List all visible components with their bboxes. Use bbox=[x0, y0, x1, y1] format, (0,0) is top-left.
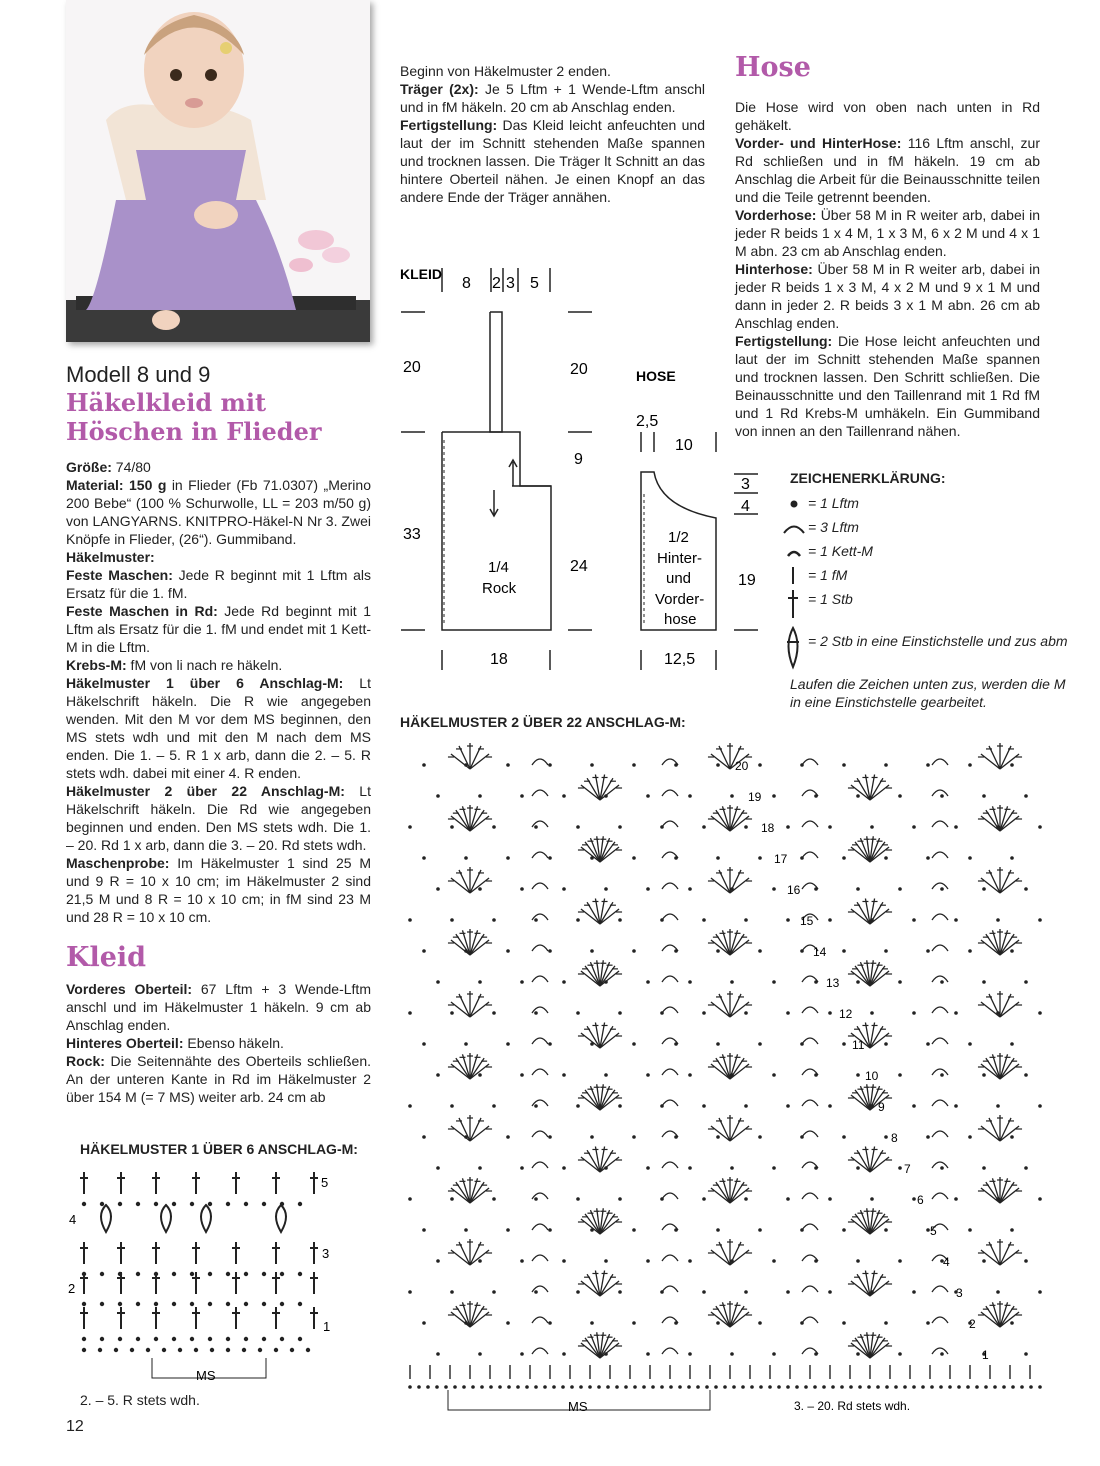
kleid-label: KLEID bbox=[400, 266, 442, 282]
legend-icons bbox=[780, 490, 810, 675]
paragraph bbox=[735, 332, 1040, 440]
paragraph bbox=[400, 80, 705, 116]
kleid-top-8: 8 bbox=[462, 275, 471, 292]
paragraph-text: 67 Lftm + 3 Wende-Lftm anschl und im Häkelmuster 1 häkeln. 9 cm ab Anschlag enden. bbox=[66, 981, 371, 1033]
paragraph-label: Hinterhose: bbox=[735, 261, 813, 277]
stb-icon bbox=[788, 590, 798, 618]
legend-text: = 3 Lftm bbox=[808, 519, 859, 535]
hose-top-10: 10 bbox=[675, 437, 693, 454]
legend-title: ZEICHENERKLÄRUNG: bbox=[790, 470, 946, 486]
paragraph-label: Häkelmuster 1 über 6 Anschlag-M: bbox=[66, 675, 344, 691]
paragraph-text: Je 5 Lftm + 1 Wende-Lftm anschl und in fM häkeln. 20 cm ab Anschlag enden. bbox=[400, 81, 706, 115]
m2-round-label: 15 bbox=[800, 914, 814, 928]
left-instructions bbox=[66, 458, 371, 926]
hose-inner-1: 1/2 bbox=[668, 529, 689, 546]
m2-round-label: 9 bbox=[878, 1100, 885, 1114]
m1-row-3: 3 bbox=[322, 1246, 330, 1261]
m2-round-label: 4 bbox=[943, 1255, 950, 1269]
m2-round-label: 1 bbox=[982, 1348, 989, 1362]
paragraph bbox=[66, 476, 371, 548]
paragraph bbox=[400, 62, 705, 80]
paragraph bbox=[735, 260, 1040, 332]
paragraph-label: Fertigstellung: bbox=[400, 117, 498, 133]
paragraph bbox=[66, 1052, 371, 1106]
kleid-left-20: 20 bbox=[403, 359, 421, 376]
m2-round-label: 12 bbox=[839, 1007, 853, 1021]
paragraph-text: Die Hose wird von oben nach unten in Rd gehäkelt. bbox=[735, 99, 1040, 133]
legend-note: Laufen die Zeichen unten zus, werden die M in eine Einstichstelle gearbeitet. bbox=[790, 676, 1066, 710]
paragraph bbox=[400, 116, 705, 206]
paragraph-text: Jede R beginnt mit 1 Lftm als Ersatz für die 1. fM. bbox=[66, 567, 371, 601]
title-line-1: Häkelkleid mit bbox=[66, 388, 267, 417]
legend-text: = 1 Lftm bbox=[808, 495, 859, 511]
m2-round-label: 7 bbox=[904, 1162, 911, 1176]
paragraph bbox=[66, 548, 371, 566]
muster2-diagram bbox=[400, 735, 1050, 1415]
kleid-heading: Kleid bbox=[66, 942, 147, 973]
kleid-right-20: 20 bbox=[570, 361, 588, 378]
arch-icon bbox=[784, 527, 804, 534]
left-column bbox=[66, 362, 376, 446]
kleid-right-9: 9 bbox=[574, 451, 583, 468]
paragraph-text: Lt Häkelschrift häkeln. Die Rd wie angegeben beginnen und enden. Den MS stets wdh. Die 1. – 20. Rd 1 x arb, dann die 3. – 20. Rd stets wdh. bbox=[66, 783, 371, 853]
paragraph-label: Hinteres Oberteil: bbox=[66, 1035, 184, 1051]
m2-round-label: 20 bbox=[735, 759, 749, 773]
m2-round-label: 18 bbox=[761, 821, 775, 835]
paragraph-text: Das Kleid leicht anfeuchten und laut der im Schnitt stehenden Maße spannen und trocknen lassen. Die Träger lt Schnitt an das hintere Oberteil nähen. Je einen Knopf an das andere Ende der Träger annähen. bbox=[400, 117, 705, 205]
paragraph-text: Beginn von Häkelmuster 2 enden. bbox=[400, 63, 611, 79]
paragraph-label: Vorderes Oberteil: bbox=[66, 981, 193, 997]
paragraph bbox=[66, 782, 371, 854]
paragraph-label: Rock: bbox=[66, 1053, 105, 1069]
paragraph-label: Fertigstellung: bbox=[735, 333, 833, 349]
small-arch-icon bbox=[788, 552, 800, 556]
m2-round-label: 3 bbox=[956, 1286, 963, 1300]
m1-ms-label: MS bbox=[196, 1368, 216, 1383]
m2-round-label: 16 bbox=[787, 883, 801, 897]
paragraph-label: Vorder- und HinterHose: bbox=[735, 135, 902, 151]
hose-right-3: 3 bbox=[741, 476, 750, 493]
paragraph-text: fM von li nach re häkeln. bbox=[126, 657, 283, 673]
paragraph-text: Lt Häkelschrift häkeln. Die R wie angegeben wenden. Mit den M vor dem MS beginnen, den MS stets wdh und mit den M nach dem MS enden. Die 1. – 5. R 1 x arb, dann die 2. – 5. R stets wdh. dabei mit einer 4. R enden. bbox=[66, 675, 371, 781]
m2-round-label: 6 bbox=[917, 1193, 924, 1207]
model-number: Modell 8 und 9 bbox=[66, 362, 211, 387]
m2-round-label: 17 bbox=[774, 852, 788, 866]
paragraph-text: Über 58 M in R weiter arb, dabei in jeder R beids 1 x 3 M, 4 x 2 M und 9 x 1 M und dann in jeder 2. R beids 3 x 1 M abn. 26 cm ab Anschlag enden. bbox=[735, 261, 1040, 331]
paragraph-label: Feste Maschen in Rd: bbox=[66, 603, 218, 619]
paragraph bbox=[66, 458, 371, 476]
paragraph-label: Träger (2x): bbox=[400, 81, 479, 97]
paragraph-text: in Flieder (Fb 71.0307) „Merino 200 Bebe“ (100 % Schurwolle, LL = 203 m/50 g) von LANGYARNS. KNITPRO-Häkel-N Nr 3. Zwei Knöpfe in Flieder, (26“). Gummiband. bbox=[66, 477, 371, 547]
m2-round-label: 5 bbox=[930, 1224, 937, 1238]
paragraph-text: Über 58 M in R weiter arb, dabei in jeder R beids 1 x 4 M, 1 x 3 M, 6 x 2 M und 4 x 1 M abn. 23 cm ab Anschlag enden. bbox=[735, 207, 1040, 259]
hose-bottom-125: 12,5 bbox=[664, 651, 696, 668]
muster2-title: HÄKELMUSTER 2 ÜBER 22 ANSCHLAG-M: bbox=[400, 714, 686, 730]
m1-row-2: 2 bbox=[68, 1281, 76, 1296]
kleid-inner-2: Rock bbox=[482, 580, 517, 597]
paragraph-label: Feste Maschen: bbox=[66, 567, 173, 583]
kleid-top-3: 3 bbox=[506, 275, 515, 292]
paragraph-text: 74/80 bbox=[111, 459, 151, 475]
hose-right-4: 4 bbox=[741, 498, 750, 515]
paragraph-label: Größe: bbox=[66, 459, 112, 475]
paragraph-label: Krebs-M: bbox=[66, 657, 127, 673]
paragraph bbox=[735, 206, 1040, 260]
hose-inner-3: und bbox=[666, 570, 692, 587]
paragraph-text: Jede Rd beginnt mit 1 Lftm als Ersatz für die 1. fM und endet mit 1 Kett-M in die Lftm. bbox=[66, 603, 371, 655]
muster1-diagram bbox=[66, 1160, 346, 1395]
muster1-title: HÄKELMUSTER 1 ÜBER 6 ANSCHLAG-M: bbox=[80, 1141, 358, 1157]
kleid-top-2: 2 bbox=[492, 275, 501, 292]
paragraph-label: Material: 150 g bbox=[66, 477, 167, 493]
m1-row-5: 5 bbox=[321, 1175, 329, 1190]
paragraph bbox=[66, 1034, 371, 1052]
legend-text: = 1 fM bbox=[808, 567, 848, 583]
m2-round-label: 10 bbox=[865, 1069, 879, 1083]
paragraph-text: Die Seitennähte des Oberteils schließen. An der unteren Kante in Rd im Häkelmuster 2 über 154 M (= 7 MS) weiter arb. 24 cm ab bbox=[66, 1053, 371, 1105]
paragraph-label: Vorderhose: bbox=[735, 207, 817, 223]
hose-top-25: 2,5 bbox=[636, 413, 659, 430]
paragraph bbox=[66, 980, 371, 1034]
paragraph-text: 116 Lftm anschl, zur Rd schließen und in fM häkeln. 19 cm ab Anschlag die Arbeit für die Beinausschnitte teilen und die Teile getrennt beenden. bbox=[735, 135, 1041, 205]
m2-round-label: 19 bbox=[748, 790, 762, 804]
hose-instructions bbox=[735, 98, 1040, 440]
paragraph bbox=[66, 566, 371, 602]
m2-note: 3. – 20. Rd stets wdh. bbox=[794, 1399, 911, 1413]
paragraph bbox=[66, 854, 371, 926]
m2-round-label: 11 bbox=[852, 1038, 865, 1052]
hose-label: HOSE bbox=[636, 368, 676, 384]
hose-heading: Hose bbox=[735, 52, 811, 83]
paragraph bbox=[66, 656, 371, 674]
m2-ms-label: MS bbox=[568, 1399, 588, 1414]
hose-right-19: 19 bbox=[738, 572, 756, 589]
cluster-icon bbox=[787, 628, 799, 667]
m2-round-label: 8 bbox=[891, 1131, 898, 1145]
hose-inner-4: Vorder- bbox=[655, 591, 705, 608]
m2-round-label: 14 bbox=[813, 945, 827, 959]
legend-text: = 1 Stb bbox=[808, 591, 853, 607]
paragraph bbox=[735, 134, 1040, 206]
kleid-inner-1: 1/4 bbox=[488, 559, 509, 576]
dot-icon bbox=[791, 501, 798, 508]
paragraph-label: Häkelmuster: bbox=[66, 549, 155, 565]
m1-row-4: 4 bbox=[69, 1212, 77, 1227]
kleid-top-5: 5 bbox=[530, 275, 539, 292]
muster1-note: 2. – 5. R stets wdh. bbox=[80, 1392, 200, 1408]
paragraph-label: Häkelmuster 2 über 22 Anschlag-M: bbox=[66, 783, 345, 799]
baby-photo-illustration bbox=[66, 0, 370, 342]
legend-text: = 2 Stb in eine Einstichstelle und zus abm bbox=[808, 633, 1068, 649]
paragraph bbox=[66, 674, 371, 782]
paragraph bbox=[66, 602, 371, 656]
paragraph bbox=[735, 98, 1040, 134]
kleid-right-24: 24 bbox=[570, 558, 588, 575]
legend-text: = 1 Kett-M bbox=[808, 543, 873, 559]
title-line-2: Höschen in Flieder bbox=[66, 417, 322, 446]
kleid-instructions bbox=[66, 980, 371, 1106]
paragraph-text: Ebenso häkeln. bbox=[183, 1035, 284, 1051]
kleid-left-33: 33 bbox=[403, 526, 421, 543]
hose-inner-5: hose bbox=[664, 611, 697, 628]
paragraph-text: Im Häkelmuster 1 sind 25 M und 9 R = 10 x 10 cm; im Häkelmuster 2 sind 21,5 M und 8 R = 10 x 10 cm; in fM sind 23 M und 28 R = 10 x 10 cm. bbox=[66, 855, 371, 925]
m2-round-label: 2 bbox=[969, 1317, 976, 1331]
pattern-schematics bbox=[398, 262, 758, 674]
paragraph-label: Maschenprobe: bbox=[66, 855, 170, 871]
kleid-bottom-18: 18 bbox=[490, 651, 508, 668]
page-number: 12 bbox=[66, 1418, 84, 1435]
product-photo bbox=[66, 0, 370, 342]
middle-instructions bbox=[400, 62, 705, 206]
m1-row-1: 1 bbox=[323, 1319, 331, 1334]
m2-round-label: 13 bbox=[826, 976, 840, 990]
hose-inner-2: Hinter- bbox=[657, 550, 703, 567]
paragraph-text: Die Hose leicht anfeuchten und laut der im Schnitt stehenden Maße spannen und trocknen lassen. Den Schritt schließen. Die Beinausschnitte und den Taillenrand mit 1 Rd fM und 1 Rd Krebs-M umhäkeln. Ein Gummiband von innen an den Taillenrand nähen. bbox=[735, 333, 1040, 439]
